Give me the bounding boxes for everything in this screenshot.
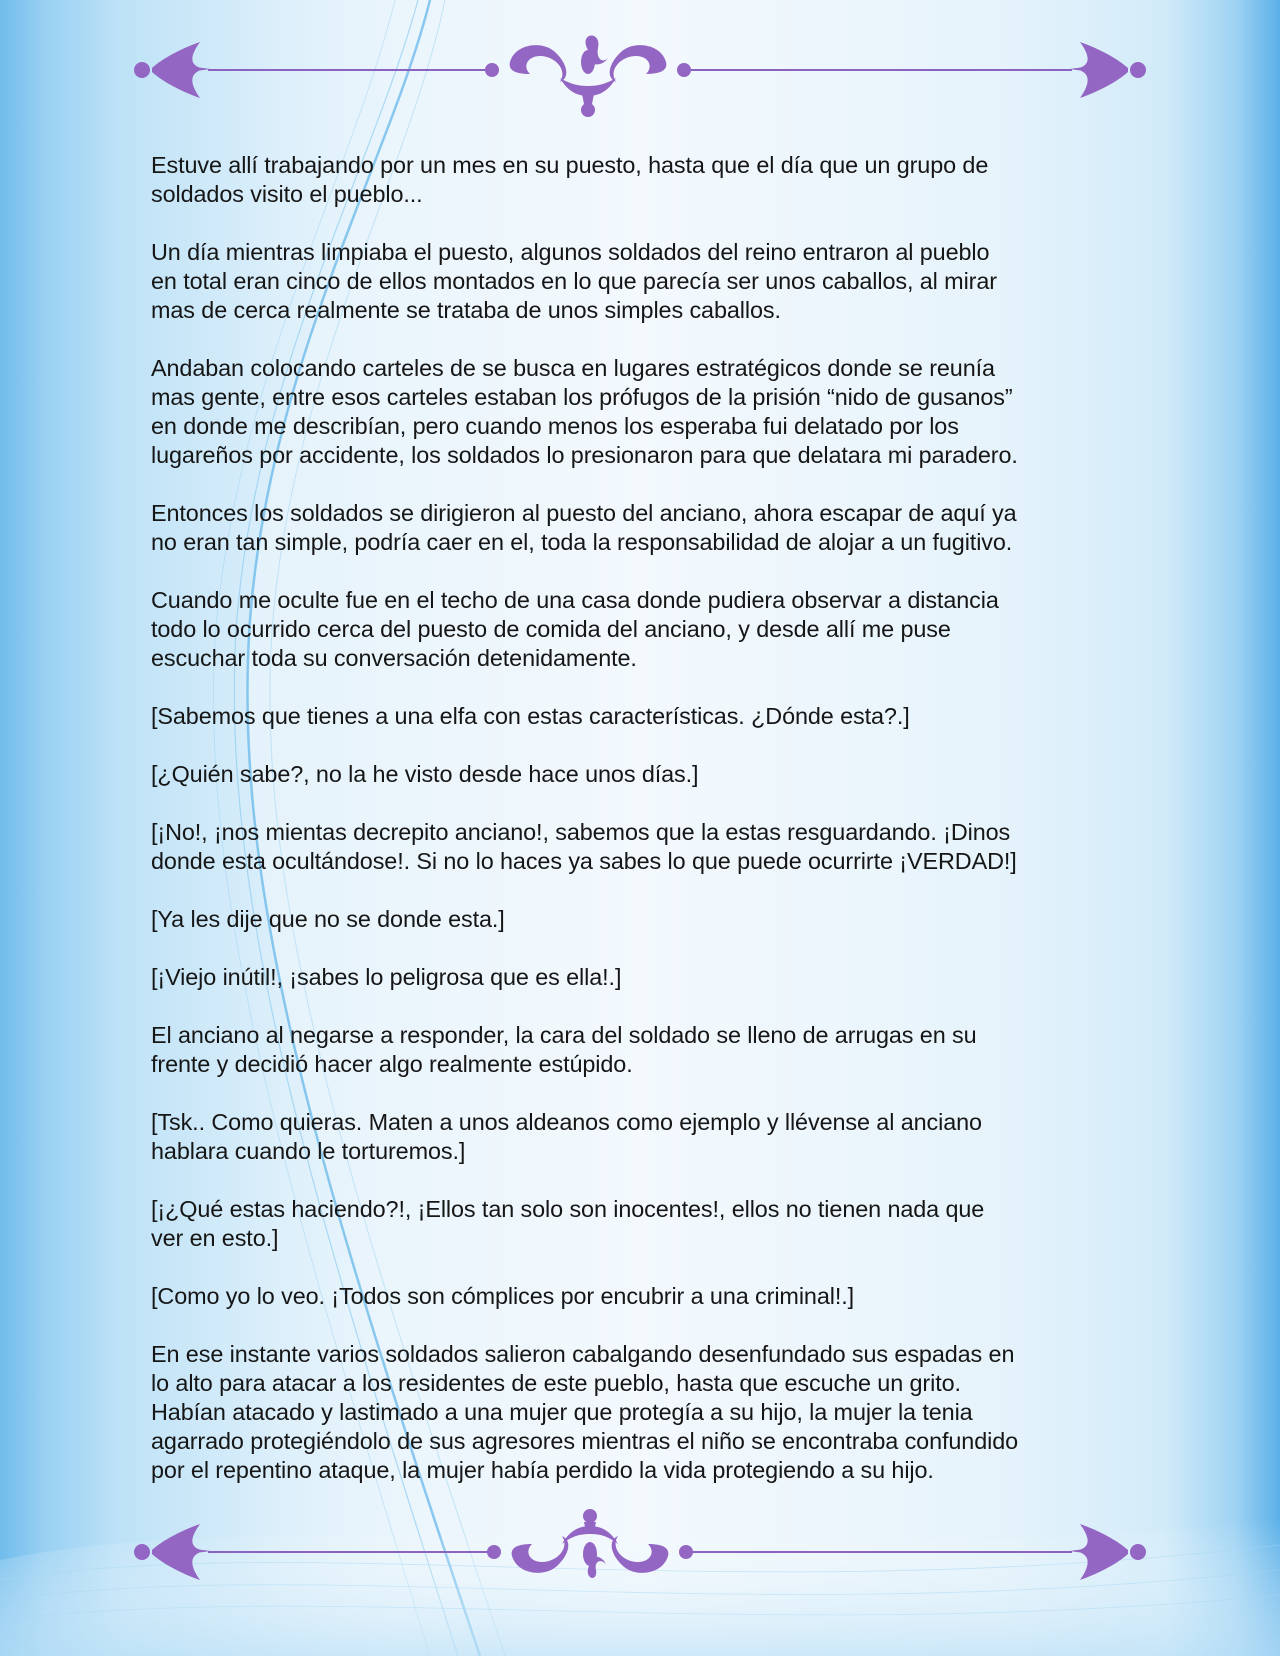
paragraph: Cuando me oculte fue en el techo de una casa donde pudiera observar a distancia todo lo ocurrido cerca del puesto de comida del anciano, y desde allí me puse escuchar toda su conversación detenidamente.: [151, 587, 999, 671]
bottom-ornament-icon: [130, 1504, 1150, 1604]
dialogue-line: [¡Viejo inútil!, ¡sabes lo peligrosa que es ella!.]: [151, 964, 622, 990]
paragraph: En ese instante varios soldados salieron cabalgando desenfundado sus espadas en lo alto para atacar a los residentes de este pueblo, hasta que escuche un grito. Habían atacado y lastimado a una mujer que protegía a su hijo, la mujer la tenia agarrado protegiéndolo de sus agresores mientras el niño se encontraba confundido por el repentino ataque, la mujer había perdido la vida protegiendo a su hijo.: [151, 1341, 1019, 1483]
dialogue-line: [Ya les dije que no se donde esta.]: [151, 906, 505, 932]
dialogue-line: [Sabemos que tienes a una elfa con estas características. ¿Dónde esta?.]: [151, 703, 910, 729]
dialogue-line: [¡¿Qué estas haciendo?!, ¡Ellos tan solo son inocentes!, ellos no tienen nada que ver en esto.]: [151, 1196, 985, 1251]
paragraph: Entonces los soldados se dirigieron al puesto del anciano, ahora escapar de aquí ya no eran tan simple, podría caer en el, toda la responsabilidad de alojar a un fugitivo.: [151, 500, 1017, 555]
top-ornament-icon: [130, 22, 1150, 122]
paragraph: Estuve allí trabajando por un mes en su puesto, hasta que el día que un grupo de soldados visito el pueblo...: [151, 152, 989, 207]
dialogue-line: [Como yo lo veo. ¡Todos son cómplices por encubrir a una criminal!.]: [151, 1283, 855, 1309]
document-body: [151, 151, 1111, 1514]
paragraph: Un día mientras limpiaba el puesto, algunos soldados del reino entraron al pueblo en total eran cinco de ellos montados en lo que parecía ser unos caballos, al mirar mas de cerca realmente se trataba de unos simples caballos.: [151, 239, 997, 323]
paragraph: El anciano al negarse a responder, la cara del soldado se lleno de arrugas en su frente y decidió hacer algo realmente estúpido.: [151, 1022, 977, 1077]
dialogue-line: [Tsk.. Como quieras. Maten a unos aldeanos como ejemplo y llévense al anciano hablara cuando le torturemos.]: [151, 1109, 982, 1164]
paragraph: Andaban colocando carteles de se busca en lugares estratégicos donde se reunía mas gente, entre esos carteles estaban los prófugos de la prisión “nido de gusanos” en donde me describían, pero cuando menos los esperaba fui delatado por los lugareños por accidente, los soldados lo presionaron para que delatara mi paradero.: [151, 355, 1018, 468]
dialogue-line: [¡No!, ¡nos mientas decrepito anciano!, sabemos que la estas resguardando. ¡Dinos donde esta ocultándose!. Si no lo haces ya sabes lo que puede ocurrirte ¡VERDAD!]: [151, 819, 1017, 874]
dialogue-line: [¿Quién sabe?, no la he visto desde hace unos días.]: [151, 761, 699, 787]
